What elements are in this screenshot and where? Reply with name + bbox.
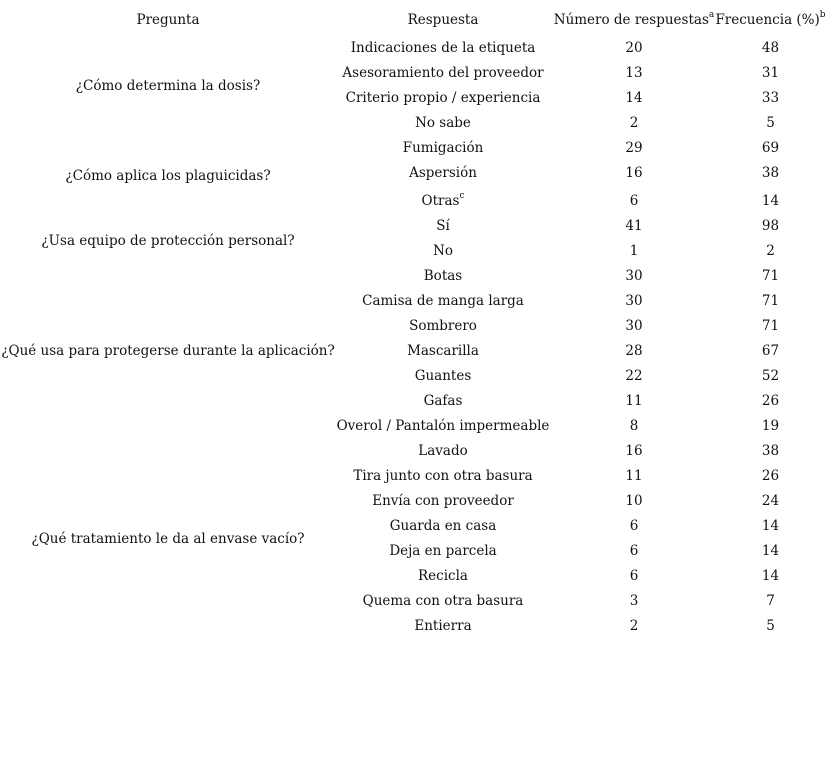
- header-frequency-footnote: b: [819, 9, 826, 20]
- frequency-cell: 48: [761, 40, 780, 56]
- count-cell: 13: [625, 65, 643, 81]
- response-cell: [330, 140, 556, 156]
- response-text: Botas: [423, 268, 463, 284]
- header-count-label: Número de respuestas: [553, 12, 709, 28]
- response-cell: [330, 115, 556, 131]
- response-text: Gafas: [423, 393, 463, 409]
- count-cell: 2: [629, 115, 639, 131]
- frequency-cell: 33: [761, 90, 780, 106]
- response-text: No: [433, 243, 453, 259]
- frequency-cell: 14: [761, 568, 780, 584]
- response-text: Overol / Pantalón impermeable: [336, 418, 550, 434]
- frequency-cell: 98: [761, 218, 780, 234]
- response-cell: [330, 165, 556, 181]
- response-cell: [330, 543, 556, 559]
- frequency-cell: 24: [761, 493, 780, 509]
- response-cell: [330, 218, 556, 234]
- frequency-cell: 71: [761, 318, 780, 334]
- response-text: Criterio propio / experiencia: [345, 90, 541, 106]
- response-text: Quema con otra basura: [362, 593, 524, 609]
- count-cell: 1: [629, 243, 639, 259]
- frequency-cell: 31: [761, 65, 780, 81]
- count-cell: 2: [629, 618, 639, 634]
- response-text: Asesoramiento del proveedor: [342, 65, 544, 81]
- response-text: Mascarilla: [407, 343, 479, 359]
- response-text: Guarda en casa: [389, 518, 497, 534]
- response-text: Sombrero: [409, 318, 477, 334]
- response-cell: [330, 418, 556, 434]
- response-text: Lavado: [418, 443, 468, 459]
- response-text: Envía con proveedor: [372, 493, 514, 509]
- frequency-cell: 14: [761, 543, 780, 559]
- count-cell: 6: [629, 568, 639, 584]
- count-cell: 28: [625, 343, 643, 359]
- frequency-cell: 2: [766, 243, 775, 259]
- header-count-footnote: a: [708, 9, 715, 20]
- response-text: Recicla: [418, 568, 468, 584]
- question-label: ¿Cómo determina la dosis?: [75, 77, 261, 94]
- count-cell: 3: [629, 593, 639, 609]
- count-cell: 30: [625, 318, 643, 334]
- frequency-cell: 14: [761, 193, 780, 209]
- frequency-cell: 26: [761, 393, 780, 409]
- question-label: ¿Usa equipo de protección personal?: [41, 233, 295, 249]
- response-text: Otras: [421, 193, 460, 209]
- count-cell: 6: [629, 193, 639, 209]
- response-cell: [330, 618, 556, 634]
- frequency-cell: 7: [766, 593, 775, 609]
- response-cell: [330, 268, 556, 284]
- response-text: Camisa de manga larga: [362, 293, 524, 309]
- frequency-cell: 5: [766, 618, 775, 634]
- response-cell: [330, 443, 556, 459]
- frequency-cell: 71: [761, 268, 780, 284]
- frequency-cell: 52: [761, 368, 780, 384]
- count-cell: 11: [625, 393, 643, 409]
- count-cell: 8: [629, 418, 639, 434]
- response-footnote: c: [459, 190, 465, 201]
- response-cell: [330, 190, 556, 209]
- response-cell: [330, 518, 556, 534]
- count-cell: 41: [625, 218, 643, 234]
- count-cell: 30: [625, 268, 643, 284]
- count-cell: 16: [625, 165, 643, 181]
- response-cell: [330, 593, 556, 609]
- header-question: Pregunta: [136, 12, 200, 28]
- response-text: No sabe: [415, 115, 471, 131]
- response-cell: [330, 393, 556, 409]
- count-cell: 10: [625, 493, 643, 509]
- question-label: ¿Qué tratamiento le da al envase vacío?: [31, 530, 305, 547]
- response-cell: [330, 90, 556, 106]
- header-response: Respuesta: [407, 12, 479, 28]
- response-cell: [330, 293, 556, 309]
- response-text: Aspersión: [409, 165, 477, 181]
- response-cell: [330, 318, 556, 334]
- count-cell: 20: [625, 40, 643, 56]
- response-text: Tira junto con otra basura: [353, 468, 533, 484]
- frequency-cell: 38: [761, 165, 780, 181]
- response-cell: [330, 243, 556, 259]
- response-cell: [330, 493, 556, 509]
- response-text: Entierra: [414, 618, 472, 634]
- frequency-cell: 38: [761, 443, 780, 459]
- header-count: [548, 9, 720, 28]
- frequency-cell: 71: [761, 293, 780, 309]
- question-label: ¿Qué usa para protegerse durante la aplicación?: [1, 343, 335, 359]
- count-cell: 16: [625, 443, 643, 459]
- response-cell: [330, 343, 556, 359]
- count-cell: 11: [625, 468, 643, 484]
- header-frequency: [712, 9, 829, 28]
- response-text: Deja en parcela: [389, 543, 497, 559]
- frequency-cell: 26: [761, 468, 780, 484]
- count-cell: 14: [625, 90, 643, 106]
- response-text: Guantes: [414, 368, 472, 384]
- response-cell: [330, 468, 556, 484]
- question-label: ¿Cómo aplica los plaguicidas?: [65, 168, 271, 184]
- response-cell: [330, 568, 556, 584]
- response-cell: [330, 65, 556, 81]
- frequency-cell: 67: [761, 343, 780, 359]
- frequency-cell: 14: [761, 518, 780, 534]
- frequency-cell: 19: [761, 418, 780, 434]
- count-cell: 29: [625, 140, 643, 156]
- frequency-cell: 69: [761, 140, 780, 156]
- response-cell: [330, 368, 556, 384]
- count-cell: 22: [625, 368, 643, 384]
- response-cell: [330, 40, 556, 56]
- response-text: Indicaciones de la etiqueta: [350, 40, 536, 56]
- count-cell: 6: [629, 518, 639, 534]
- count-cell: 30: [625, 293, 643, 309]
- response-text: Sí: [436, 218, 450, 234]
- response-text: Fumigación: [402, 140, 484, 156]
- count-cell: 6: [629, 543, 639, 559]
- frequency-cell: 5: [766, 115, 775, 131]
- header-frequency-label: Frecuencia (%): [715, 12, 820, 28]
